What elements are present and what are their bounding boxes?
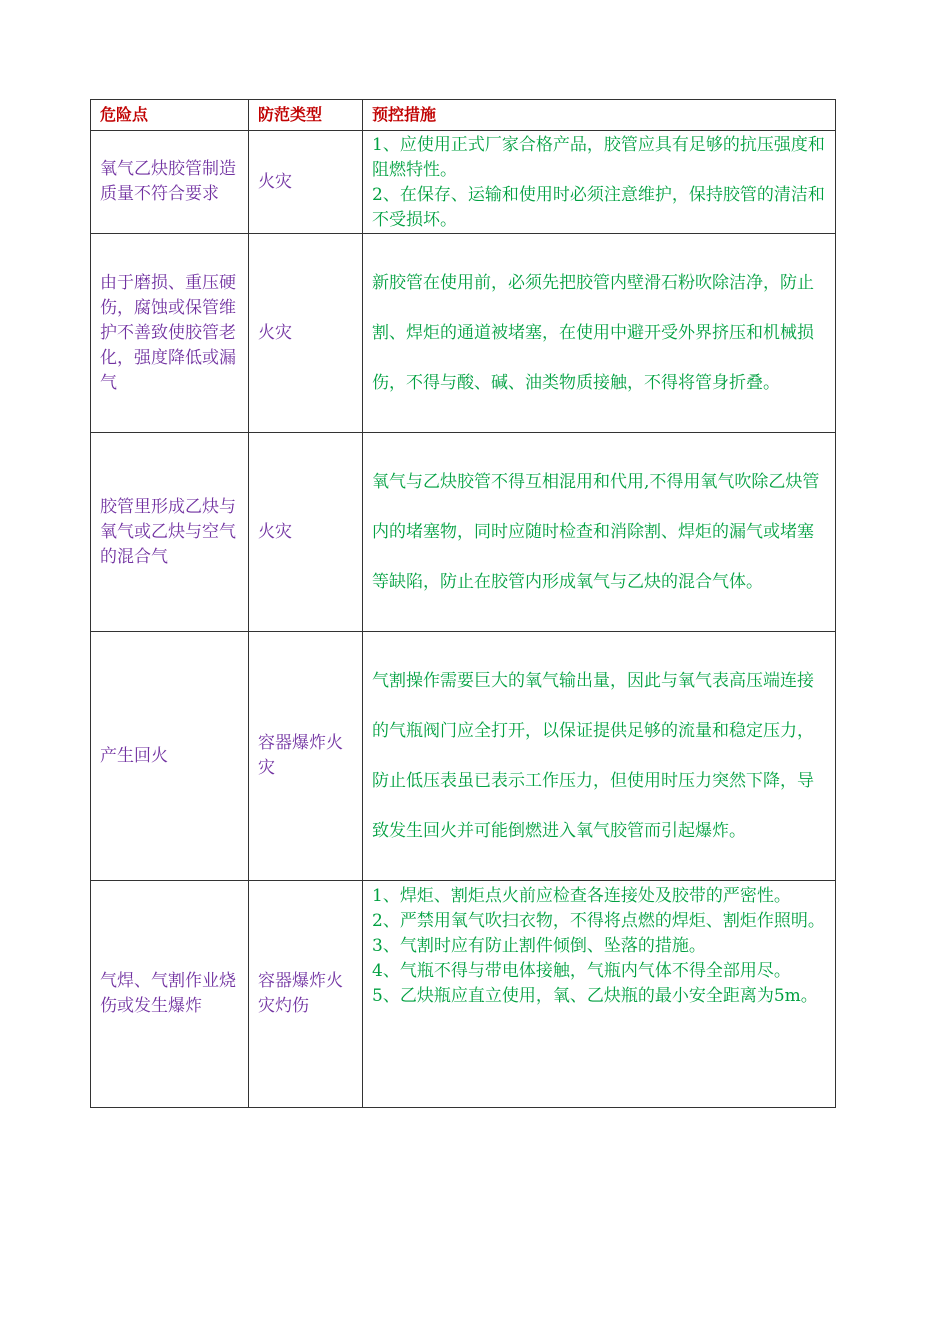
- hazard-cell: 氧气乙炔胶管制造质量不符合要求: [91, 131, 249, 234]
- prevention-type-cell: 火灾: [249, 234, 363, 433]
- control-measures-cell: [363, 433, 836, 632]
- hazard-control-table: [90, 99, 836, 1108]
- measure-item: 2、严禁用氧气吹扫衣物，不得将点燃的焊炬、割炬作照明。: [372, 911, 825, 931]
- measure-item: 1、应使用正式厂家合格产品，胶管应具有足够的抗压强度和阻燃特性。: [372, 135, 825, 180]
- table-row: [91, 881, 836, 1108]
- table-header-row: [91, 100, 836, 131]
- prevention-type-cell: 容器爆炸火灾灼伤: [249, 881, 363, 1108]
- prevention-type-cell: 火灾: [249, 433, 363, 632]
- measure-item: 新胶管在使用前，必须先把胶管内壁滑石粉吹除洁净，防止割、焊炬的通道被堵塞，在使用中避开受外界挤压和机械损伤，不得与酸、碱、油类物质接触，不得将管身折叠。: [372, 273, 814, 393]
- control-measures-cell: [363, 234, 836, 433]
- hazard-cell: 由于磨损、重压硬伤，腐蚀或保管维护不善致使胶管老化，强度降低或漏气: [91, 234, 249, 433]
- table-row: [91, 234, 836, 433]
- control-measures-cell: [363, 131, 836, 234]
- header-hazard: 危险点: [91, 100, 249, 131]
- header-prevention-type: 防范类型: [249, 100, 363, 131]
- hazard-cell: 产生回火: [91, 632, 249, 881]
- measure-item: 气割操作需要巨大的氧气输出量，因此与氧气表高压端连接的气瓶阀门应全打开，以保证提供足够的流量和稳定压力，防止低压表虽已表示工作压力，但使用时压力突然下降，导致发生回火并可能倒燃进入氧气胶管而引起爆炸。: [372, 671, 814, 841]
- table-row: [91, 433, 836, 632]
- table-row: [91, 131, 836, 234]
- header-control-measures: 预控措施: [363, 100, 836, 131]
- prevention-type-cell: 火灾: [249, 131, 363, 234]
- table-row: [91, 632, 836, 881]
- measure-item: 5、乙炔瓶应直立使用，氧、乙炔瓶的最小安全距离为5m。: [372, 986, 818, 1006]
- measure-item: 氧气与乙炔胶管不得互相混用和代用,不得用氧气吹除乙炔管内的堵塞物，同时应随时检查和消除割、焊炬的漏气或堵塞等缺陷，防止在胶管内形成氧气与乙炔的混合气体。: [372, 472, 820, 592]
- prevention-type-cell: 容器爆炸火灾: [249, 632, 363, 881]
- measure-item: 1、焊炬、割炬点火前应检查各连接处及胶带的严密性。: [372, 886, 791, 906]
- measure-item: 4、气瓶不得与带电体接触，气瓶内气体不得全部用尽。: [372, 961, 791, 981]
- measure-item: 2、在保存、运输和使用时必须注意维护，保持胶管的清洁和不受损坏。: [372, 185, 825, 230]
- control-measures-cell: [363, 632, 836, 881]
- control-measures-cell: [363, 881, 836, 1108]
- hazard-cell: 气焊、气割作业烧伤或发生爆炸: [91, 881, 249, 1108]
- hazard-cell: 胶管里形成乙炔与氧气或乙炔与空气的混合气: [91, 433, 249, 632]
- measure-item: 3、气割时应有防止割件倾倒、坠落的措施。: [372, 936, 706, 956]
